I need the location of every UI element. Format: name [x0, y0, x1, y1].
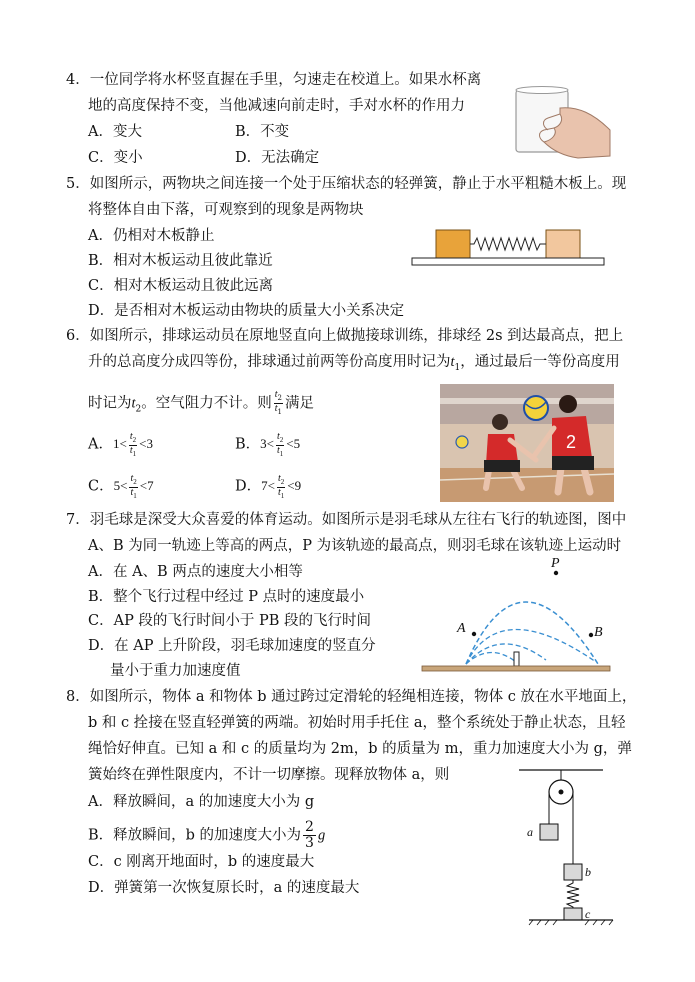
q8-line4: 簧始终在弹性限度内，不计一切摩擦。现释放物体 a，则	[88, 767, 450, 783]
q5-stem-1: 如图所示，两物块之间连接一个处于压缩状态的轻弹簧，静止于水平粗糙木板上。现	[89, 176, 627, 192]
q5-number: 5．	[66, 176, 90, 192]
q4-line1	[66, 70, 481, 90]
q5-option-c: C．相对木板运动且彼此远离	[88, 278, 274, 294]
main-trajectory	[466, 602, 598, 664]
q6-line2: 升的总高度分成四等份，排球通过前两等份高度用时记为$t_1$，通过最后一等份高度用	[88, 354, 620, 373]
right-block	[546, 230, 580, 258]
q4-option-c: C．变小	[88, 150, 143, 166]
q7-option-c: C．AP 段的飞行时间小于 PB 段的飞行时间	[88, 613, 372, 629]
q4-number: 4．	[66, 72, 90, 88]
spring	[470, 238, 546, 250]
q6-line1	[66, 326, 623, 346]
q6-number: 6．	[66, 328, 90, 344]
pulley-spring-figure	[515, 762, 615, 926]
q8-line3: 绳恰好伸直。已知 a 和 c 的质量均为 2m，b 的质量为 m，重力加速度大小为 g，弹	[88, 741, 632, 757]
label-a: A	[457, 621, 466, 636]
q8-option-d: D．弹簧第一次恢复原长时，a 的速度最大	[88, 880, 360, 896]
background-ball	[456, 436, 468, 448]
label-a: a	[527, 825, 533, 839]
q5-option-d: D．是否相对木板运动由物块的质量大小关系决定	[88, 303, 405, 319]
q4-line2: 地的高度保持不变，当他减速向前走时，手对水杯的作用力	[88, 98, 465, 114]
q6-stem-1: 如图所示，排球运动员在原地竖直向上做抛接球训练，排球经 2s 到达最高点，把上	[89, 328, 624, 344]
q8-option-c: C．c 刚离开地面时，b 的速度最大	[88, 854, 315, 870]
q7-option-b: B．整个飞行过程中经过 P 点时的速度最小	[88, 589, 365, 605]
q8-line2: b 和 c 拴接在竖直轻弹簧的两端。初始时用手托住 a，整个系统处于静止状态，且轻	[88, 715, 626, 731]
q4-option-a: A．变大	[88, 124, 142, 140]
q8-stem-1: 如图所示，物体 a 和物体 b 通过跨过定滑轮的轻绳相连接，物体 c 放在水平地面上，	[89, 689, 637, 705]
net-post	[514, 652, 519, 666]
blocks-spring-board-figure	[410, 226, 606, 268]
volleyball-players-photo	[440, 384, 614, 502]
q7-number: 7．	[66, 512, 90, 528]
q8-option-b: B．释放瞬间，b 的加速度大小为 $\frac{2}{3}$ g	[88, 819, 326, 851]
q7-option-d: D．在 AP 上升阶段，羽毛球加速度的竖直分	[88, 638, 376, 654]
q7-line1	[66, 510, 626, 530]
badminton-trajectory-figure	[420, 556, 615, 676]
left-block	[436, 230, 470, 258]
q5-option-b: B．相对木板运动且彼此靠近	[88, 253, 273, 269]
q7-option-a: A．在 A、B 两点的速度大小相等	[88, 564, 303, 580]
q5-option-a: A．仍相对木板静止	[88, 228, 215, 244]
q7-stem-1: 羽毛球是深受大众喜爱的体育运动。如图所示是羽毛球从左往右飞行的轨迹图，图中	[89, 512, 627, 528]
q7-option-d-cont: 量小于重力加速度值	[110, 663, 241, 679]
q7-line2: A、B 为同一轨迹上等高的两点，P 为该轨迹的最高点，则羽毛球在该轨迹上运动时	[88, 538, 622, 554]
spring	[567, 880, 579, 908]
q5-line2: 将整体自由下落，可观察到的现象是两物块	[88, 202, 364, 218]
label-c: c	[585, 907, 591, 921]
q4-option-d: D．无法确定	[235, 150, 320, 166]
block-b	[564, 864, 582, 880]
q8-line1	[66, 687, 636, 707]
q6-line3: 时记为$t_2$。空气阻力不计。则 $\frac{t_2}{t_1}$ 满足	[88, 389, 315, 416]
label-b: b	[585, 865, 591, 879]
q8-number: 8．	[66, 689, 90, 705]
q5-line1	[66, 174, 626, 194]
q4-stem-1: 一位同学将水杯竖直握在手里，匀速走在校道上。如果水杯离	[89, 72, 482, 88]
q4-option-b: B．不变	[235, 124, 290, 140]
ground	[422, 666, 610, 671]
q6-option-b: B．3< $\frac{t_2}{t_1}$ <5	[235, 431, 301, 458]
hand-holding-cup-figure	[508, 84, 613, 162]
block-c	[564, 908, 582, 920]
q6-option-a: A．1< $\frac{t_2}{t_1}$ <3	[88, 431, 153, 458]
jersey-number: 2	[566, 432, 577, 452]
label-p: P	[551, 556, 560, 571]
q6-option-c: C．5< $\frac{t_2}{t_1}$ <7	[88, 473, 154, 500]
q6-option-d: D．7< $\frac{t_2}{t_1}$ <9	[235, 473, 302, 500]
q8-option-a: A．释放瞬间，a 的加速度大小为 g	[88, 794, 315, 810]
label-b: B	[594, 625, 603, 640]
block-a	[540, 824, 558, 840]
board	[412, 258, 604, 265]
